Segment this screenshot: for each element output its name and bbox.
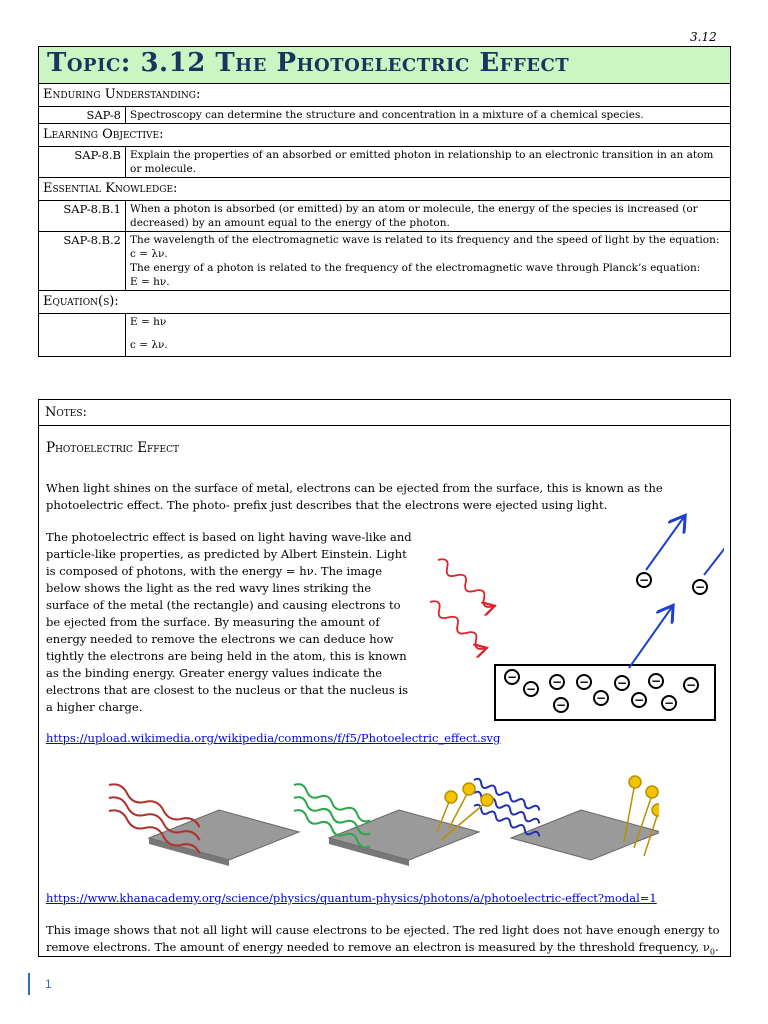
electron-sign: − (638, 573, 650, 587)
paragraph-einstein: The photoelectric effect is based on light having wave-like and particle-like properties, as predicted by Albert Einstein. Light is composed of photons, with the energy = hν. The image below shows the light as the red wavy lines striking the surface of the metal (the rectangle) and causing electrons to be ejected from the surface. By measuring the amount of energy needed to remove the electrons we can deduce how tightly the electrons are being held in the atom, this is known as the binding energy. Greater energy values indicate the electrons that are closest to the nucleus or that the nucleus is a higher charge. (46, 530, 412, 714)
electron-ball (481, 794, 493, 806)
link-khan-wrap (46, 890, 657, 907)
electron-sign: − (595, 691, 607, 705)
blue-arrow (704, 517, 724, 575)
topic-title-cell (39, 47, 731, 84)
equations-code-empty (39, 314, 126, 357)
knowledge-text-1: When a photon is absorbed (or emitted) by an atom or molecule, the energy of the species is increased (or decreased) by an amount equal to the energy of the photon. (126, 201, 731, 232)
equations-label: Equation(s): (39, 291, 731, 314)
electron-ball (629, 776, 641, 788)
electron-sign: − (616, 676, 628, 690)
knowledge-text-2 (126, 232, 731, 291)
knowledge-line: E = hν. (130, 276, 170, 288)
enduring-text: Spectroscopy can determine the structure and concentration in a mixture of a chemical species. (126, 107, 731, 124)
photoelectric-diagram (424, 505, 724, 725)
electron-sign: − (694, 580, 706, 594)
notes-label: Notes: (39, 400, 730, 426)
knowledge-code-1: SAP-8.B.1 (39, 201, 126, 232)
paragraph-intro: When light shines on the surface of metal, electrons can be ejected from the surface, this is known as the photoelectric effect. The photo- prefix just describes that the electrons were ejected using light. (46, 481, 663, 512)
knowledge-line: The wavelength of the electromagnetic wave is related to its frequency and the speed of light by the equation: (130, 234, 720, 246)
blue-arrow (629, 607, 672, 668)
red-wave (435, 556, 497, 610)
link-khanacademy[interactable]: https://www.khanacademy.org/science/physics/quantum-physics/photons/a/photoelectric-effect?modal=1 (46, 891, 657, 905)
essential-knowledge-label: Essential Knowledge: (39, 178, 731, 201)
electron-sign: − (578, 675, 590, 689)
threshold-illustration (99, 770, 659, 870)
equations-cell (126, 314, 731, 357)
link-wikimedia[interactable]: https://upload.wikimedia.org/wikipedia/commons/f/f5/Photoelectric_effect.svg (46, 731, 501, 745)
electron-ball (646, 786, 658, 798)
knowledge-code-2: SAP-8.B.2 (39, 232, 126, 291)
enduring-code: SAP-8 (39, 107, 126, 124)
electron-sign: − (506, 670, 518, 684)
electron-ball (652, 804, 659, 816)
electron-sign: − (555, 698, 567, 712)
objectives-table (38, 46, 731, 357)
knowledge-line: The energy of a photon is related to the frequency of the electromagnetic wave through Planck’s equation: (130, 262, 701, 274)
electron-sign: − (525, 682, 537, 696)
paragraph-threshold: This image shows that not all light will cause electrons to be ejected. The red light does not have enough energy to remove electrons. The amount of energy needed to remove an electron is measured by the threshold frequency, $\nu_0$. (46, 923, 720, 957)
learning-objective-label: Learning Objective: (39, 124, 731, 147)
topic-title: Topic: 3.12 The Photoelectric Effect (47, 47, 570, 78)
link-wikimedia-wrap (46, 730, 500, 747)
footer-page-number: 1 (45, 977, 52, 991)
red-wave (427, 598, 489, 652)
knowledge-line: c = λν. (130, 248, 168, 260)
blue-arrow (646, 517, 684, 570)
footer-bar (28, 973, 30, 995)
paragraph-threshold-text: This image shows that not all light will cause electrons to be ejected. The red light does not have enough energy to remove electrons. The amount of energy needed to remove an electron is measured by the threshold frequency, ν (46, 923, 720, 954)
page-reference: 3.12 (690, 30, 717, 44)
objective-code: SAP-8.B (39, 147, 126, 178)
section-title: Photoelectric Effect (46, 440, 180, 456)
electron-sign: − (685, 678, 697, 692)
electron-sign: − (551, 675, 563, 689)
enduring-understanding-label: Enduring Understanding: (39, 84, 731, 107)
objective-text: Explain the properties of an absorbed or emitted photon in relationship to an electronic transition in an atom or molecule. (126, 147, 731, 178)
threshold-subscript: 0 (709, 947, 715, 957)
electron-ball (463, 783, 475, 795)
notes-box (38, 399, 731, 957)
electron-sign: − (633, 693, 645, 707)
equation-planck: E = hν (130, 316, 167, 328)
electron-ball (445, 791, 457, 803)
electron-sign: − (663, 696, 675, 710)
equation-wave: c = λν. (130, 339, 168, 351)
electron-sign: − (650, 674, 662, 688)
metal-plate (511, 810, 659, 860)
